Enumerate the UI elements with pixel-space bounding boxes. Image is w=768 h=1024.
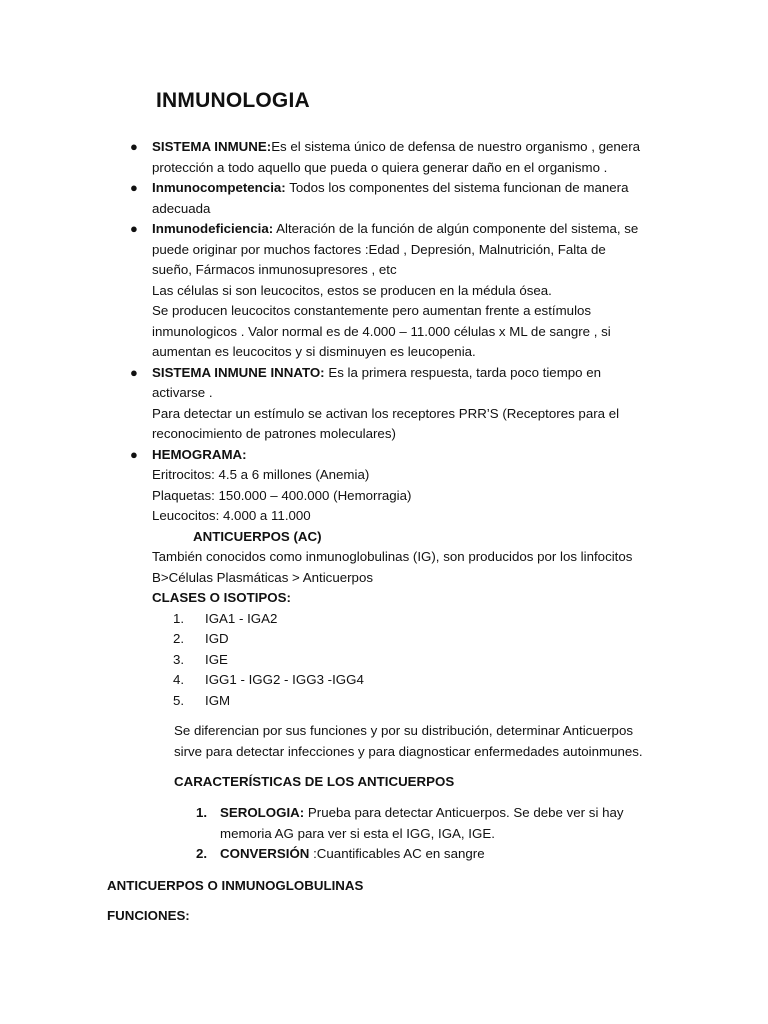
bullet-line: Se producen leucocitos constantemente pero aumentan frente a estímulos	[152, 303, 592, 318]
funciones-heading: FUNCIONES:	[107, 908, 190, 923]
list-item	[152, 670, 668, 691]
list-term: SEROLOGIA:	[220, 805, 305, 820]
list-line	[220, 803, 716, 824]
bullet-item-hemograma	[0, 445, 768, 712]
list-text: IGM	[205, 692, 231, 708]
bullet-item-inmunodeficiencia	[0, 219, 768, 363]
list-text: :Cuantificables AC en sangre	[309, 846, 485, 861]
bullet-line: activarse .	[152, 385, 213, 400]
list-number: 5.	[173, 692, 185, 708]
anticuerpos-desc-line: También conocidos como inmunoglobulinas (IG), son producidos por los linfocitos	[152, 549, 633, 564]
bullet-line: protección a todo aquello que pueda o quiera generar daño en el organismo .	[152, 159, 608, 175]
bullet-text: Alteración de la función de algún componente del sistema, se	[273, 221, 639, 236]
list-item	[152, 629, 668, 650]
bullet-term: HEMOGRAMA:	[152, 446, 247, 462]
bullet-line: aumentan es leucocitos y si disminuyen es leucopenia.	[152, 344, 476, 359]
list-number: 4.	[173, 672, 185, 687]
bullet-line: Para detectar un estímulo se activan los receptores PRR’S (Receptores para el	[152, 405, 620, 421]
paragraph-line: sirve para detectar infecciones y para diagnosticar enfermedades autoinmunes.	[174, 743, 643, 759]
bullet-item-sistema-inmune-innato	[0, 363, 768, 445]
bullet-line: Eritrocitos: 4.5 a 6 millones (Anemia)	[152, 467, 370, 482]
caracteristicas-heading: CARACTERÍSTICAS DE LOS ANTICUERPOS	[174, 774, 455, 789]
bullet-line: sueño, Fármacos inmunosupresores , etc	[152, 262, 397, 277]
bullet-text: Es el sistema único de defensa de nuestro organismo , genera	[271, 139, 641, 154]
inmunoglobulinas-heading: ANTICUERPOS O INMUNOGLOBULINAS	[107, 878, 364, 893]
bullet-line: adecuada	[152, 200, 211, 216]
list-term: CONVERSIÓN	[220, 846, 310, 861]
bullet-line	[152, 219, 668, 240]
anticuerpos-desc-line: B>Células Plasmáticas > Anticuerpos	[152, 569, 373, 585]
bullet-line	[152, 137, 668, 158]
bullet-line	[152, 445, 668, 466]
bullet-text: Todos los componentes del sistema funcionan de manera	[285, 180, 629, 195]
bullet-line: reconocimiento de patrones moleculares)	[152, 426, 396, 441]
list-line: memoria AG para ver si esta el IGG, IGA, IGE.	[220, 825, 495, 841]
clases-heading: CLASES O ISOTIPOS:	[152, 590, 291, 605]
bullet-line: Plaquetas: 150.000 – 400.000 (Hemorragia)	[152, 487, 412, 503]
bullet-dot-icon: ●	[130, 364, 138, 380]
list-item	[152, 691, 668, 712]
bullet-line: Leucocitos: 4.000 a 11.000	[152, 508, 311, 523]
bullet-item-inmunocompetencia	[0, 178, 768, 219]
list-number: 1.	[173, 610, 185, 626]
bullet-dot-icon: ●	[130, 180, 138, 195]
bullet-term: SISTEMA INMUNE:	[152, 139, 272, 154]
bullet-dot-icon: ●	[130, 221, 138, 236]
list-item	[196, 844, 716, 865]
anticuerpos-heading: ANTICUERPOS (AC)	[193, 528, 322, 544]
list-number: 3.	[173, 651, 185, 667]
paragraph-line: Se diferencian por sus funciones y por su distribución, determinar Anticuerpos	[174, 723, 633, 738]
bullet-term: SISTEMA INMUNE INNATO:	[152, 364, 325, 380]
list-item	[196, 803, 716, 844]
list-line	[220, 844, 716, 865]
bullet-text: Es la primera respuesta, tarda poco tiempo en	[324, 364, 602, 380]
list-item	[152, 609, 668, 630]
caracteristicas-list	[196, 803, 716, 865]
list-text: IGA1 - IGA2	[205, 610, 278, 626]
clases-list	[152, 609, 668, 712]
bullet-term: Inmunodeficiencia:	[152, 221, 274, 236]
bullet-dot-icon: ●	[130, 139, 138, 154]
list-text: IGE	[205, 651, 228, 667]
bullet-line: Las células si son leucocitos, estos se producen en la médula ósea.	[152, 282, 552, 298]
list-item	[152, 650, 668, 671]
bullet-item-sistema-inmune	[0, 137, 768, 178]
list-text: IGG1 - IGG2 - IGG3 -IGG4	[205, 672, 364, 687]
list-number: 1.	[196, 805, 208, 820]
bullet-line	[152, 178, 668, 199]
bullet-line	[152, 363, 668, 384]
list-text: Prueba para detectar Anticuerpos. Se debe ver si hay	[304, 805, 624, 820]
page-title: INMUNOLOGIA	[156, 89, 310, 112]
bullet-term: Inmunocompetencia:	[152, 180, 286, 195]
bullet-line: inmunologicos . Valor normal es de 4.000 – 11.000 células x ML de sangre , si	[152, 323, 611, 339]
bullet-line: puede originar por muchos factores :Edad , Depresión, Malnutrición, Falta de	[152, 241, 606, 257]
list-text: IGD	[205, 631, 229, 646]
diferencian-paragraph	[174, 721, 694, 762]
list-number: 2.	[196, 846, 208, 861]
bullet-dot-icon: ●	[130, 446, 138, 462]
bullet-list	[0, 137, 768, 711]
list-number: 2.	[173, 631, 185, 646]
